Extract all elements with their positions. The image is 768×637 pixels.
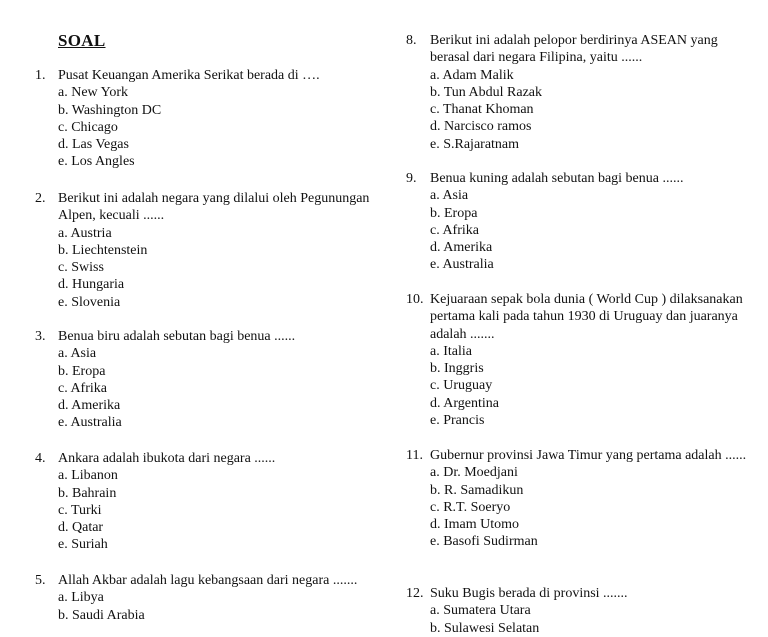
question-number: 11. xyxy=(406,448,423,463)
answer-option: b. Eropa xyxy=(430,205,478,221)
answer-option: b. Eropa xyxy=(58,363,106,379)
answer-option: d. Imam Utomo xyxy=(430,517,520,533)
question-8 xyxy=(390,32,760,153)
answer-option: e. Basofi Sudirman xyxy=(430,534,538,550)
question-10 xyxy=(390,291,760,429)
answer-option: e. S.Rajaratnam xyxy=(430,136,520,152)
answer-option: b. R. Samadikun xyxy=(430,482,524,498)
question-line xyxy=(0,67,385,84)
question-line xyxy=(0,572,385,589)
answer-option: e. Suriah xyxy=(58,537,108,553)
question-number: 8. xyxy=(406,33,417,48)
answer-option: c. Swiss xyxy=(58,260,104,276)
answer-option: c. R.T. Soeryo xyxy=(430,499,511,515)
question-12 xyxy=(390,585,760,637)
question-number: 10. xyxy=(406,292,424,307)
answer-option: a. Adam Malik xyxy=(430,67,514,83)
question-text: Kejuaraan sepak bola dunia ( World Cup ) dilaksanakan pertama kali pada tahun 1930 di Uruguay dan juaranya adalah ....... xyxy=(430,292,743,342)
answer-option: b. Liechtenstein xyxy=(58,242,148,258)
answer-option: a. Libya xyxy=(58,590,104,606)
question-number: 2. xyxy=(35,191,46,206)
question-text: Gubernur provinsi Jawa Timur yang pertama adalah ...... xyxy=(430,448,747,463)
answer-option: e. Prancis xyxy=(430,413,485,429)
question-3 xyxy=(0,328,385,432)
answer-options xyxy=(0,225,385,311)
answer-option: c. Uruguay xyxy=(430,378,493,394)
answer-option: c. Turki xyxy=(58,502,102,518)
answer-option: a. Italia xyxy=(430,343,472,359)
question-line xyxy=(0,328,385,345)
answer-option: a. Dr. Moedjani xyxy=(430,465,518,481)
answer-option: c. Thanat Khoman xyxy=(430,102,534,118)
question-text: Benua biru adalah sebutan bagi benua ...... xyxy=(58,329,296,344)
answer-option: e. Los Angles xyxy=(58,154,135,170)
question-line xyxy=(390,447,760,464)
question-line xyxy=(0,450,385,467)
answer-options xyxy=(0,467,385,553)
answer-option: e. Slovenia xyxy=(58,294,121,310)
answer-options xyxy=(390,67,760,153)
answer-option: a. Austria xyxy=(58,225,112,241)
answer-option: e. Australia xyxy=(58,415,122,431)
answer-option: c. Chicago xyxy=(58,119,118,135)
question-number: 3. xyxy=(35,329,46,344)
question-11 xyxy=(390,447,760,551)
answer-option: b. Inggris xyxy=(430,361,484,377)
answer-option: a. Asia xyxy=(430,188,469,204)
answer-option: d. Narcisco ramos xyxy=(430,119,532,135)
answer-option: a. New York xyxy=(58,85,128,101)
answer-option: a. Sumatera Utara xyxy=(430,603,531,619)
answer-options xyxy=(390,464,760,550)
question-text: Berikut ini adalah pelopor berdirinya ASEAN yang berasal dari negara Filipina, yaitu ...... xyxy=(430,33,718,66)
page-title: SOAL xyxy=(58,31,106,50)
answer-option: b. Bahrain xyxy=(58,485,117,501)
answer-option: e. Australia xyxy=(430,257,494,273)
answer-option: d. Las Vegas xyxy=(58,137,129,153)
question-line xyxy=(390,291,760,343)
answer-options xyxy=(390,602,760,637)
answer-options xyxy=(0,589,385,624)
question-5 xyxy=(0,572,385,624)
question-9 xyxy=(390,170,760,274)
answer-option: a. Libanon xyxy=(58,468,118,484)
answer-option: b. Tun Abdul Razak xyxy=(430,84,543,100)
question-text: Benua kuning adalah sebutan bagi benua ...... xyxy=(430,171,684,186)
question-1 xyxy=(0,67,385,171)
answer-options xyxy=(0,84,385,170)
question-line xyxy=(390,585,760,602)
question-text: Pusat Keuangan Amerika Serikat berada di …. xyxy=(58,68,320,83)
answer-options xyxy=(390,187,760,273)
question-number: 1. xyxy=(35,68,46,83)
answer-options xyxy=(0,345,385,431)
question-text: Suku Bugis berada di provinsi ....... xyxy=(430,586,628,601)
question-number: 9. xyxy=(406,171,417,186)
answer-option: d. Amerika xyxy=(430,240,493,256)
answer-option: c. Afrika xyxy=(430,222,479,238)
question-number: 4. xyxy=(35,451,46,466)
answer-option: b. Washington DC xyxy=(58,102,162,118)
question-line xyxy=(390,32,760,67)
answer-option: c. Afrika xyxy=(58,380,107,396)
question-number: 12. xyxy=(406,586,424,601)
answer-option: b. Sulawesi Selatan xyxy=(430,620,540,636)
question-number: 5. xyxy=(35,573,46,588)
answer-option: a. Asia xyxy=(58,346,97,362)
question-text: Berikut ini adalah negara yang dilalui oleh Pegunungan Alpen, kecuali ...... xyxy=(58,191,370,224)
answer-option: d. Amerika xyxy=(58,398,121,414)
question-2 xyxy=(0,190,385,311)
answer-option: d. Qatar xyxy=(58,520,104,536)
question-text: Allah Akbar adalah lagu kebangsaan dari negara ....... xyxy=(58,573,358,588)
answer-option: d. Argentina xyxy=(430,395,499,411)
answer-options xyxy=(390,343,760,429)
question-4 xyxy=(0,450,385,554)
question-line xyxy=(0,190,385,225)
answer-option: b. Saudi Arabia xyxy=(58,607,145,623)
question-line xyxy=(390,170,760,187)
question-text: Ankara adalah ibukota dari negara ...... xyxy=(58,451,276,466)
answer-option: d. Hungaria xyxy=(58,277,125,293)
